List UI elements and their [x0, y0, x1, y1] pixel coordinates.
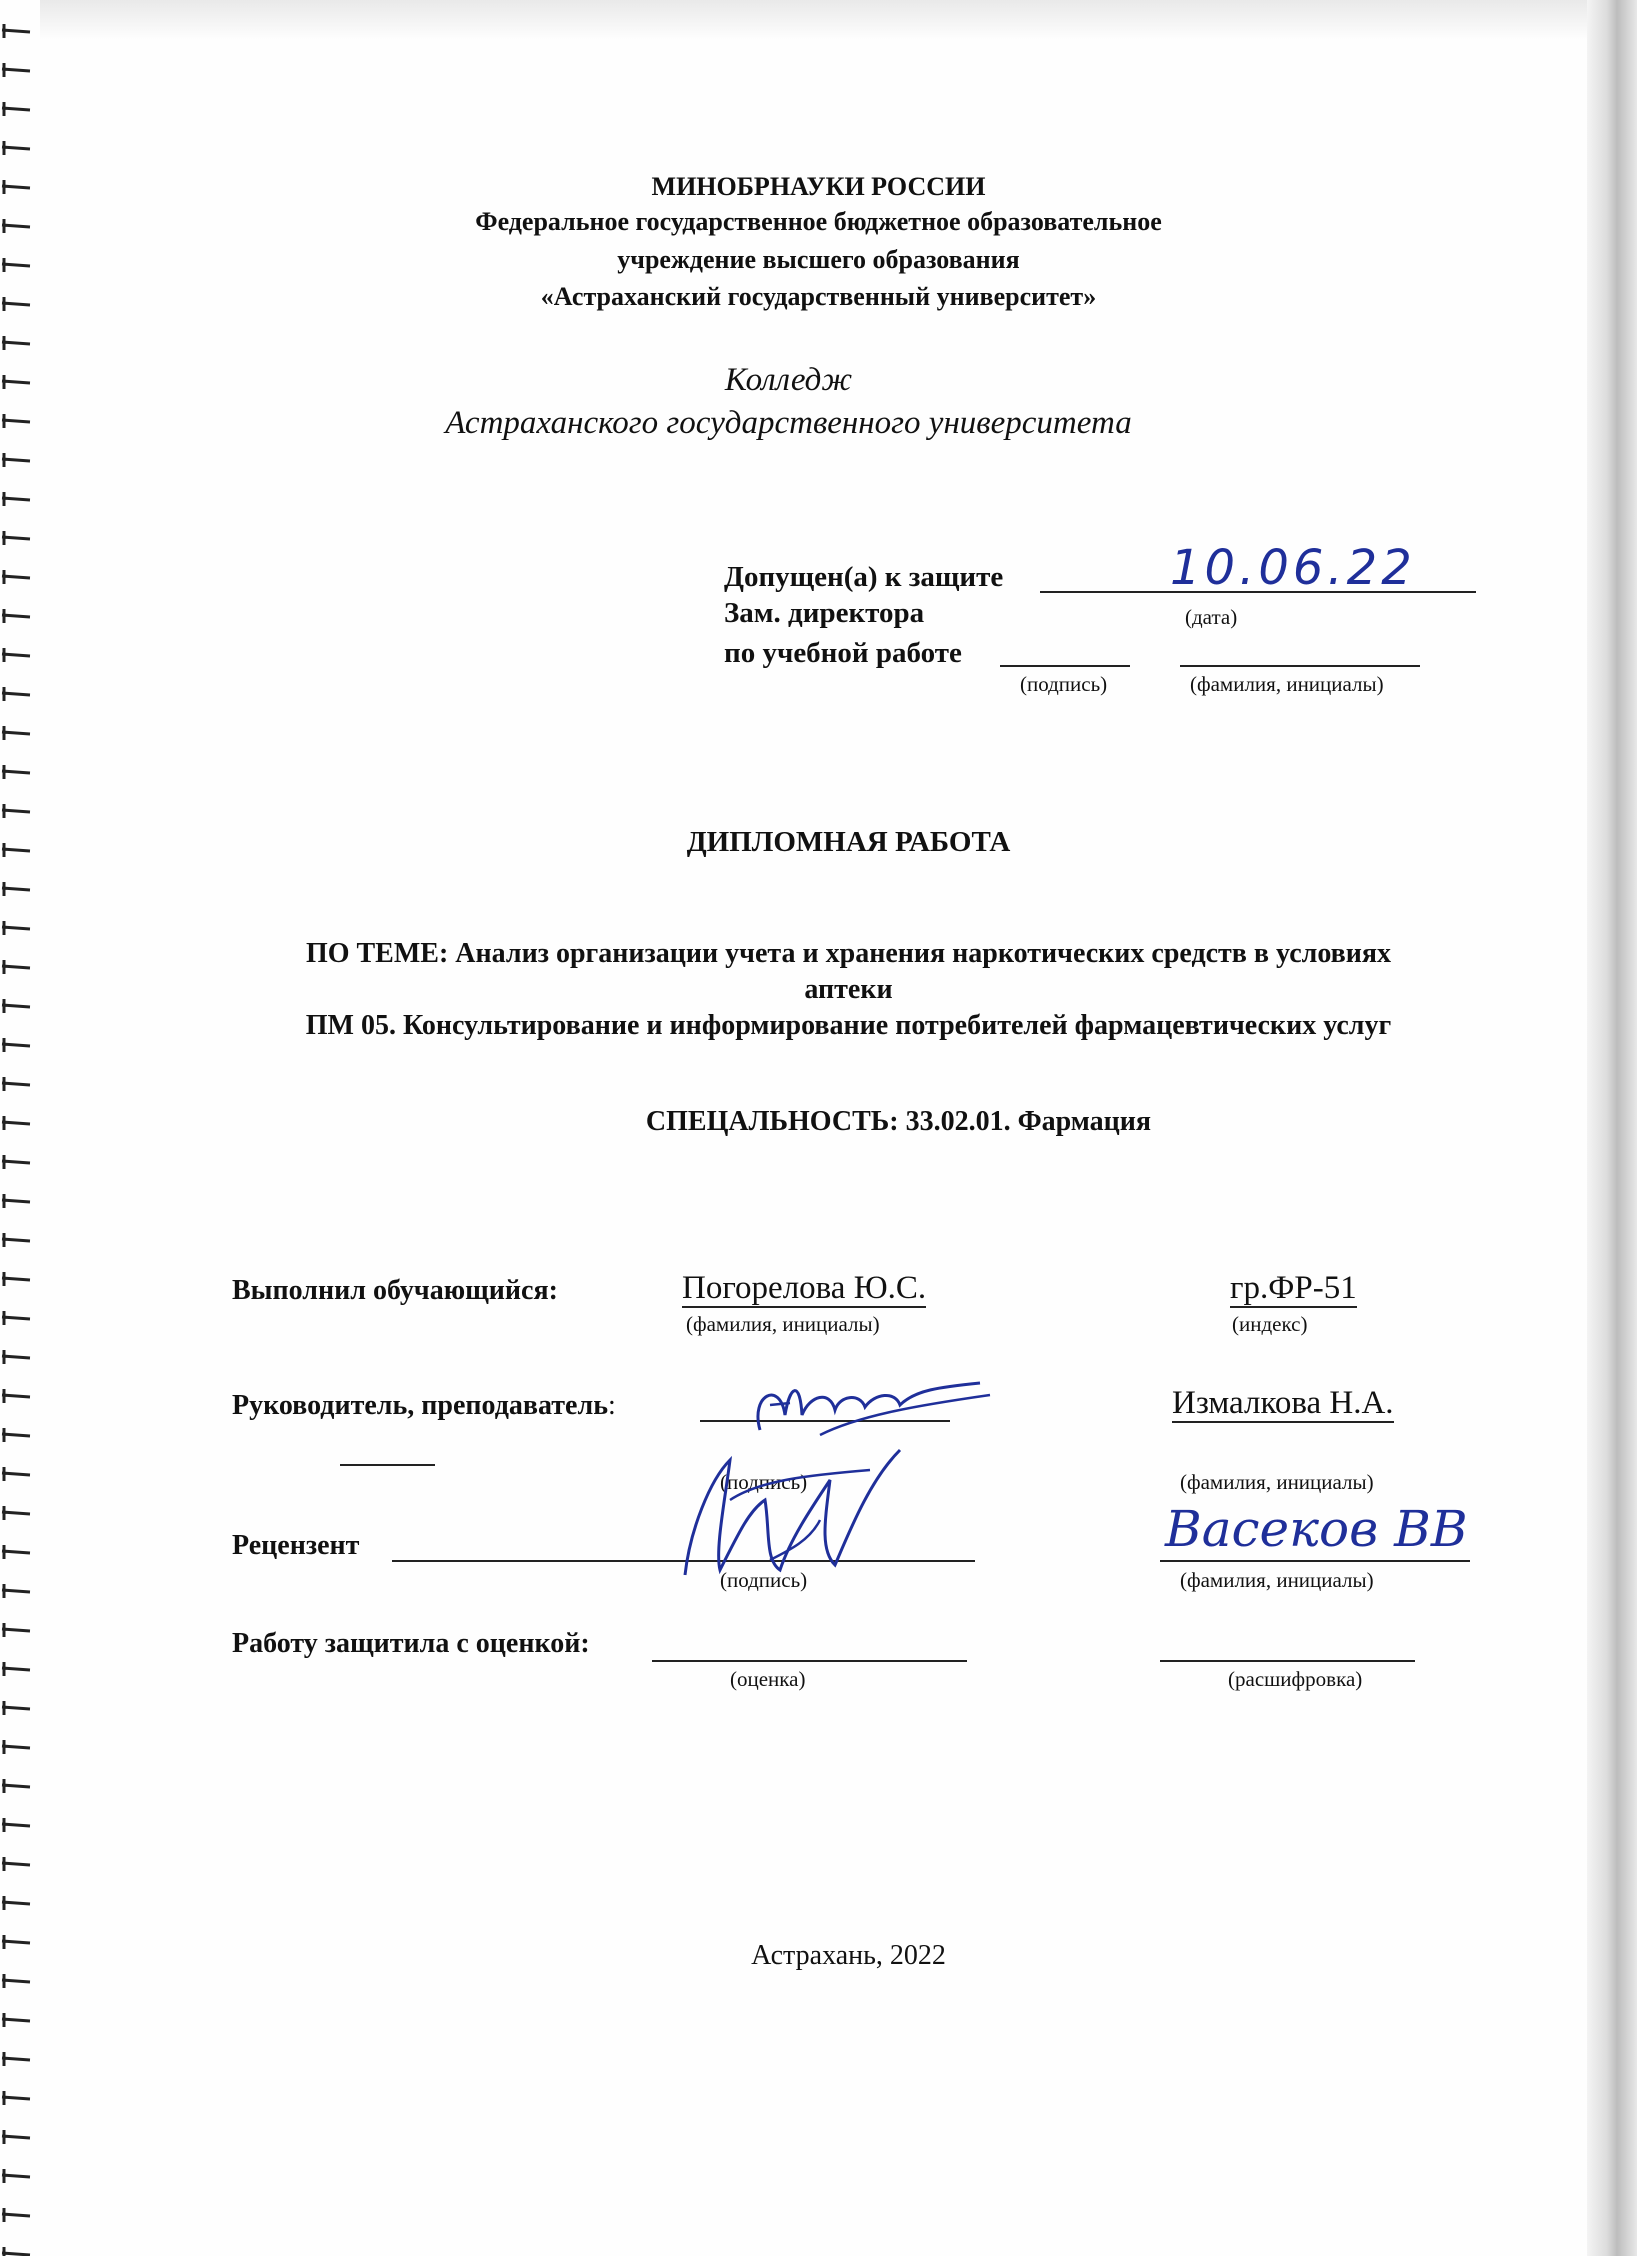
reviewer-name-line — [1160, 1560, 1470, 1562]
binding-mark — [2, 1428, 30, 1442]
binding-mark — [2, 687, 30, 701]
binding-mark — [2, 1506, 30, 1520]
binding-mark — [2, 336, 30, 350]
binding-mark — [2, 1467, 30, 1481]
binding-mark — [2, 960, 30, 974]
supervisor-signature-caption: (подпись) — [720, 1470, 808, 1494]
binding-mark — [2, 1896, 30, 1910]
binding-mark — [2, 648, 30, 662]
grade-caption: (оценка) — [730, 1667, 806, 1691]
topic-line-1: ПО ТЕМЕ: Анализ организации учета и хранения наркотических средств в условиях — [305, 938, 1392, 969]
binding-mark — [2, 1974, 30, 1988]
supervisor-name-caption: (фамилия, инициалы) — [1180, 1470, 1374, 1494]
deputy-name-line — [1180, 665, 1420, 667]
reviewer-name-handwritten: Васеков ВВ — [1165, 1500, 1468, 1558]
binding-mark — [2, 141, 30, 155]
deputy-name-caption: (фамилия, инициалы) — [1190, 672, 1384, 696]
document-title: ДИПЛОМНАЯ РАБОТА — [686, 826, 1011, 858]
binding-mark — [2, 2130, 30, 2144]
binding-mark — [2, 24, 30, 38]
supervisor-label: Руководитель, преподаватель: — [232, 1390, 616, 1421]
binding-mark — [2, 1545, 30, 1559]
topic-line-2: аптеки — [804, 974, 893, 1005]
binding-mark — [2, 1857, 30, 1871]
supervisor-name: Измалкова Н.А. — [1172, 1385, 1394, 1421]
binding-mark — [2, 2091, 30, 2105]
binding-mark — [2, 102, 30, 116]
college-line-2: Астраханского государственного университета — [445, 405, 1132, 441]
scan-top-shadow — [40, 0, 1587, 40]
date-caption: (дата) — [1185, 605, 1238, 629]
binding-mark — [2, 921, 30, 935]
binding-mark — [2, 1818, 30, 1832]
binding-mark — [2, 1077, 30, 1091]
binding-mark — [2, 804, 30, 818]
admitted-label: Допущен(а) к защите — [724, 561, 1004, 593]
binding-mark — [2, 1740, 30, 1754]
binding-mark — [2, 492, 30, 506]
binding-marks — [0, 0, 40, 2256]
institution-line-3: «Астраханский государственный университет» — [540, 282, 1097, 311]
reviewer-label: Рецензент — [232, 1530, 360, 1561]
supervisor-short-line — [340, 1464, 435, 1466]
grade-decode-line — [1160, 1660, 1415, 1662]
student-group: гр.ФР-51 — [1230, 1270, 1357, 1306]
binding-mark — [2, 1272, 30, 1286]
reviewer-signature-caption: (подпись) — [720, 1568, 808, 1592]
specialty: СПЕЦАЛЬНОСТЬ: 33.02.01. Фармация — [645, 1106, 1152, 1137]
ministry-heading: МИНОБРНАУКИ РОССИИ — [651, 172, 986, 201]
grade-line — [652, 1660, 967, 1662]
binding-mark — [2, 1350, 30, 1364]
deputy-signature-caption: (подпись) — [1020, 672, 1108, 696]
binding-mark — [2, 765, 30, 779]
binding-mark — [2, 1584, 30, 1598]
defense-label: Работу защитила с оценкой: — [232, 1628, 590, 1659]
binding-mark — [2, 1935, 30, 1949]
supervisor-signature — [740, 1375, 1000, 1450]
binding-mark — [2, 1038, 30, 1052]
reviewer-name-caption: (фамилия, инициалы) — [1180, 1568, 1374, 1592]
binding-mark — [2, 1701, 30, 1715]
binding-mark — [2, 609, 30, 623]
binding-mark — [2, 570, 30, 584]
binding-mark — [2, 726, 30, 740]
binding-mark — [2, 1194, 30, 1208]
binding-mark — [2, 2208, 30, 2222]
binding-mark — [2, 1779, 30, 1793]
reviewer-signature — [670, 1440, 930, 1585]
binding-mark — [2, 1311, 30, 1325]
binding-mark — [2, 999, 30, 1013]
binding-mark — [2, 843, 30, 857]
institution-line-2: учреждение высшего образования — [617, 245, 1020, 274]
student-label: Выполнил обучающийся: — [232, 1275, 558, 1306]
binding-mark — [2, 2169, 30, 2183]
binding-mark — [2, 1623, 30, 1637]
institution-line-1: Федеральное государственное бюджетное образовательное — [475, 207, 1162, 236]
deputy-label: Зам. директора — [724, 597, 925, 629]
student-name: Погорелова Ю.С. — [682, 1270, 927, 1306]
binding-mark — [2, 63, 30, 77]
binding-mark — [2, 453, 30, 467]
place-year: Астрахань, 2022 — [751, 1940, 946, 1971]
college-line-1: Колледж — [724, 362, 853, 398]
binding-mark — [2, 1662, 30, 1676]
grade-decode-caption: (расшифровка) — [1228, 1667, 1363, 1691]
binding-mark — [2, 1116, 30, 1130]
topic-line-3: ПМ 05. Консультирование и информирование потребителей фармацевтических услуг — [305, 1010, 1392, 1041]
binding-mark — [2, 1389, 30, 1403]
binding-mark — [2, 531, 30, 545]
binding-mark — [2, 882, 30, 896]
binding-mark — [2, 1233, 30, 1247]
binding-mark — [2, 2052, 30, 2066]
student-group-caption: (индекс) — [1232, 1312, 1308, 1336]
deputy-signature-line — [1000, 665, 1130, 667]
academic-label: по учебной работе — [724, 637, 962, 669]
admitted-date-handwritten: 10.06.22 — [1170, 540, 1416, 596]
student-name-caption: (фамилия, инициалы) — [686, 1312, 880, 1336]
binding-mark — [2, 1155, 30, 1169]
binding-mark — [2, 2247, 30, 2256]
binding-mark — [2, 2013, 30, 2027]
